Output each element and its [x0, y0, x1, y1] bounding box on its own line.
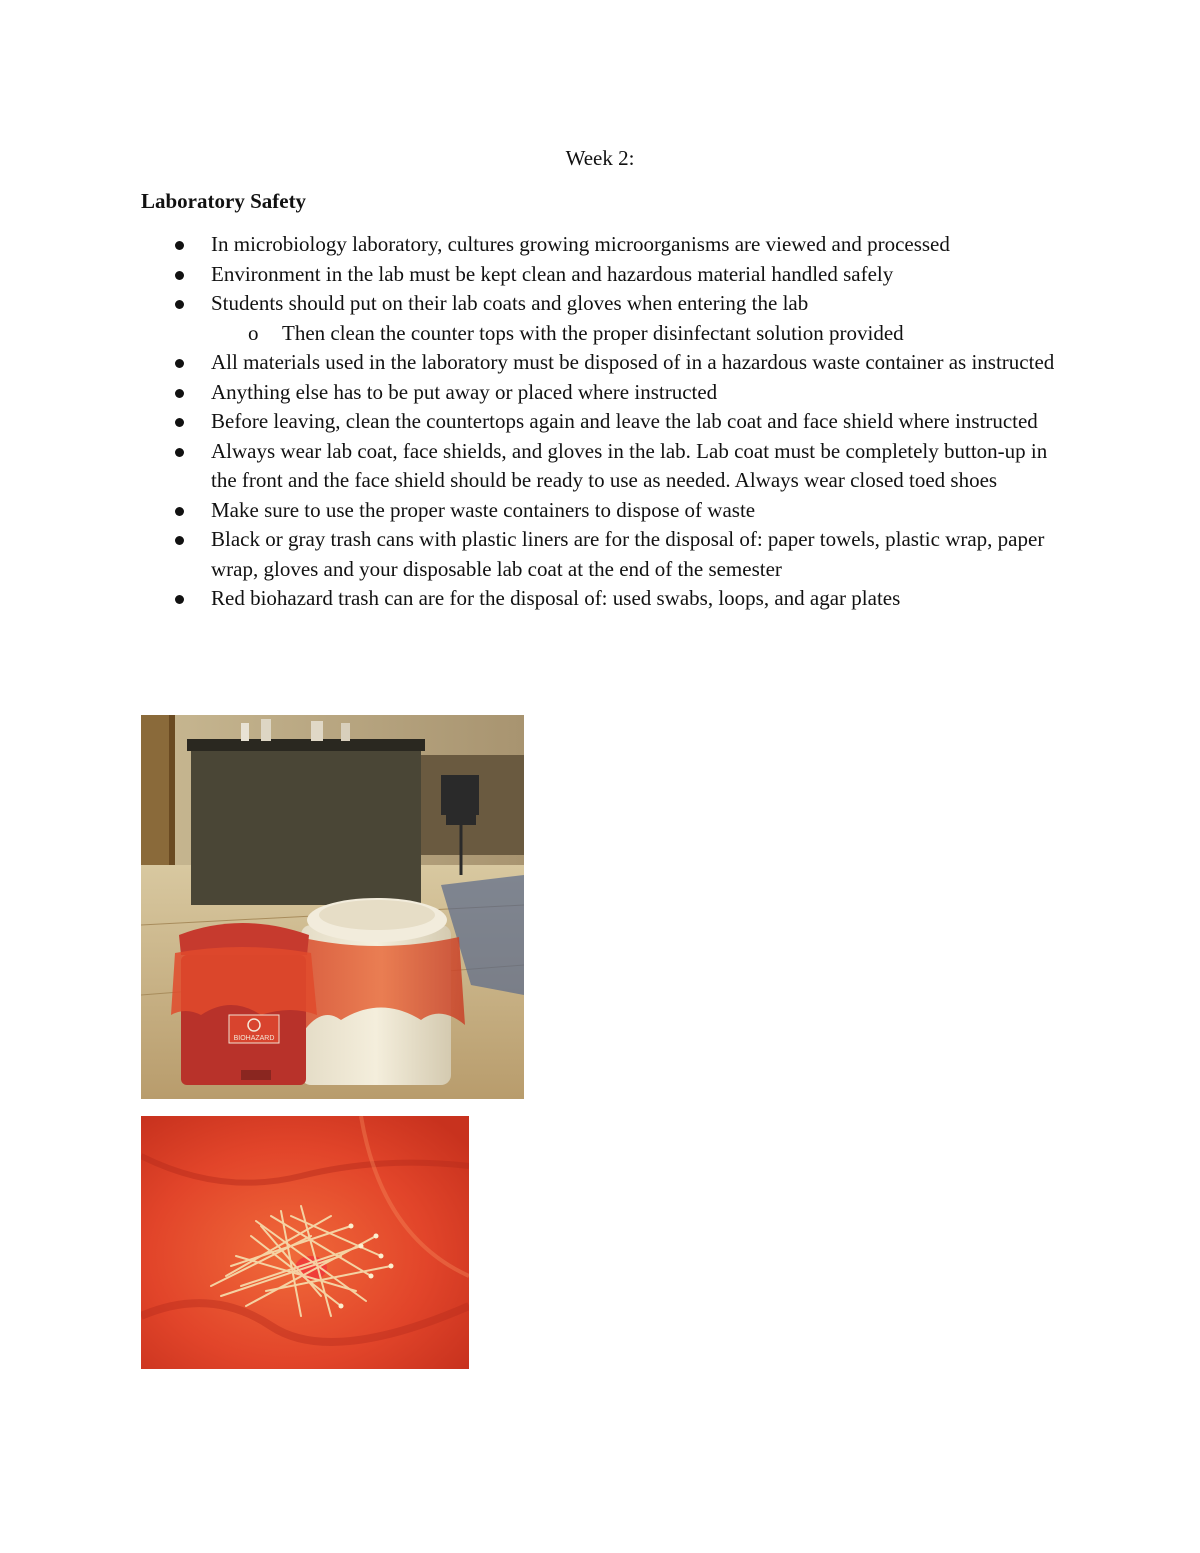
biohazard-can-bag	[171, 947, 317, 1015]
swabs-illustration	[141, 1116, 469, 1369]
sub-bullet-icon: o	[248, 320, 259, 345]
list-item	[141, 437, 1071, 496]
bottle	[241, 723, 249, 741]
bottle	[261, 719, 271, 741]
safety-bullet-list	[141, 230, 1071, 614]
biohazard-bins-illustration	[141, 715, 524, 1099]
swabs-in-bag-photo	[141, 1116, 469, 1369]
list-item-text: Red biohazard trash can are for the disposal of: used swabs, loops, and agar plates	[211, 586, 901, 610]
list-item	[141, 230, 1071, 260]
sub-list-item	[141, 319, 1071, 349]
door-frame	[141, 715, 169, 875]
biohazard-bins-photo	[141, 715, 524, 1099]
bullet-icon	[175, 271, 184, 280]
sub-list-item-text: Then clean the counter tops with the proper disinfectant solution provided	[282, 320, 904, 345]
list-item-text: Anything else has to be put away or placed where instructed	[211, 379, 718, 404]
list-item-text: Always wear lab coat, face shields, and gloves in the lab. Lab coat must be completely button-up in the front and the face shield should be ready to use as needed. Always wear closed toed shoes	[211, 438, 1048, 492]
list-item	[141, 584, 1071, 614]
list-item-text: Environment in the lab must be kept clean and hazardous material handled safely	[211, 261, 894, 286]
page-title: Week 2:	[565, 146, 635, 170]
section-heading: Laboratory Safety	[141, 189, 307, 213]
bullet-icon	[175, 241, 184, 250]
bottle	[341, 723, 350, 741]
list-item	[141, 496, 1071, 526]
bullet-icon	[175, 359, 184, 368]
list-item	[141, 289, 1071, 319]
bullet-icon	[175, 300, 184, 309]
list-item-text: In microbiology laboratory, cultures growing microorganisms are viewed and processed	[211, 232, 950, 256]
list-item	[141, 348, 1071, 378]
chair-seat	[446, 815, 476, 825]
list-item	[141, 525, 1071, 584]
list-item	[141, 407, 1071, 437]
list-item	[141, 378, 1071, 408]
bullet-icon	[175, 536, 184, 545]
door-edge	[169, 715, 175, 875]
bottle	[311, 721, 323, 741]
list-item-text: All materials used in the laboratory must be disposed of in a hazardous waste container as instructed	[211, 350, 1055, 374]
bullet-icon	[175, 507, 184, 516]
biohazard-label-text: BIOHAZARD	[233, 1035, 275, 1042]
bullet-icon	[175, 448, 184, 457]
bullet-icon	[175, 595, 184, 604]
list-item-text: Make sure to use the proper waste containers to dispose of waste	[211, 497, 756, 522]
bullet-icon	[175, 389, 184, 398]
list-item-text: Students should put on their lab coats and gloves when entering the lab	[211, 291, 809, 315]
list-item	[141, 260, 1071, 290]
list-item-text: Black or gray trash cans with plastic liners are for the disposal of: paper towels, plastic wrap, paper wrap, gloves and your disposable lab coat at the end of the semester	[211, 527, 1045, 581]
bullet-icon	[175, 418, 184, 427]
bucket-lid-inner	[319, 900, 435, 930]
chair-back	[441, 775, 479, 815]
list-item-text: Before leaving, clean the countertops again and leave the lab coat and face shield where instructed	[211, 409, 1038, 433]
foot-pedal	[241, 1070, 271, 1080]
lab-counter	[191, 745, 421, 905]
counter-top	[187, 739, 425, 751]
